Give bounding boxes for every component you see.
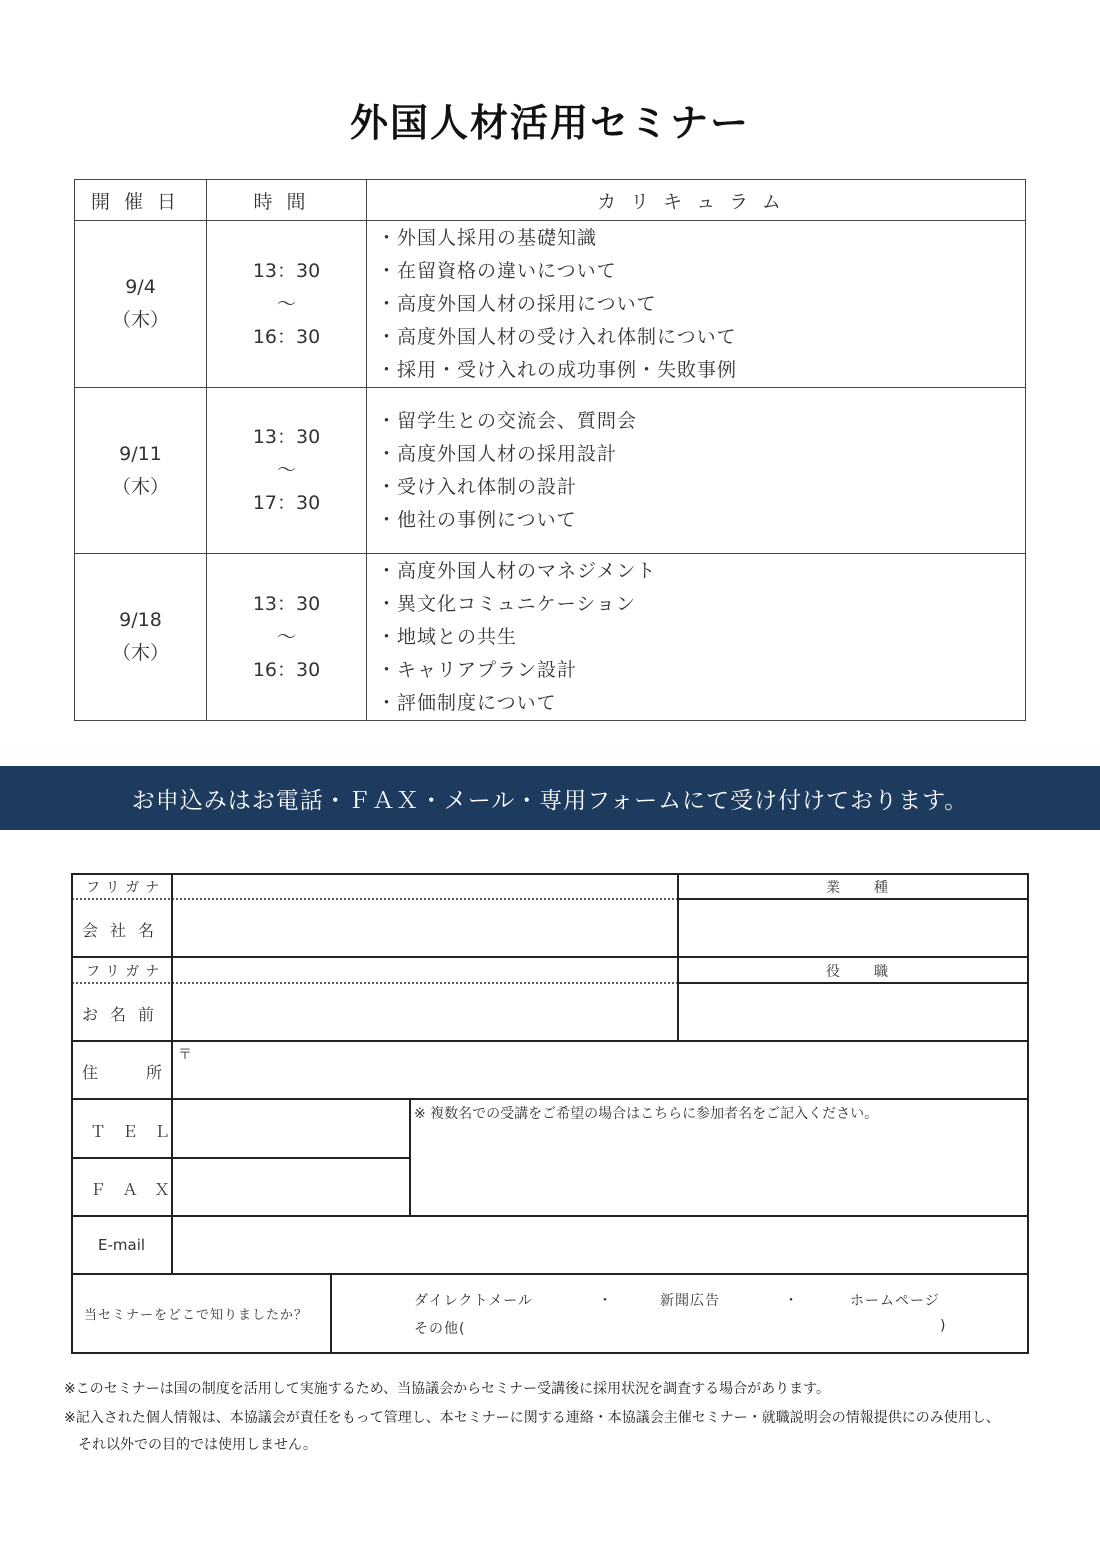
curriculum-cell [367,388,1026,554]
schedule-row [75,554,1026,721]
source-separator: ・ [784,1293,798,1309]
session-end: 16：30 [252,325,321,348]
curriculum-cell [367,221,1026,388]
fax-field[interactable] [174,1160,408,1214]
company-label: 会社名 [82,921,167,940]
session-time-cell [207,221,367,388]
session-sep: ～ [276,625,296,648]
session-date-cell [75,388,207,554]
session-time-cell [207,554,367,721]
furigana-label: フリガナ [86,880,166,896]
source-option-homepage[interactable]: ホームページ [850,1293,940,1309]
session-weekday: （木） [111,309,169,331]
fax-label: ＦＡＸ [90,1180,187,1199]
session-date: 9/11 [119,442,162,465]
curriculum-item: ・キャリアプラン設計 [377,658,578,681]
source-question: 当セミナーをどこで知りましたか？ [84,1308,309,1323]
session-weekday: （木） [111,475,169,498]
schedule-table [74,179,1026,721]
schedule-header-row [75,180,1026,221]
curriculum-item: ・異文化コミュニケーション [377,592,636,615]
session-sep: ～ [276,459,296,481]
schedule-row [75,221,1026,388]
address-label: 住所 [82,1063,211,1082]
session-date-cell [75,221,207,388]
furigana-label: フリガナ [86,964,166,980]
header-curriculum: カリキュラム [367,180,1026,221]
source-option-newspaper[interactable]: 新聞広告 [660,1293,720,1309]
session-weekday: （木） [111,642,169,664]
note-privacy: ※記入された個人情報は、本協議会が責任をもって管理し、本セミナーに関する連絡・本協議会主催セミナー・就職説明会の情報提供にのみ使用し、 [64,1410,1000,1426]
name-furigana-field[interactable] [174,959,676,981]
session-start: 13：30 [252,592,321,615]
company-furigana-field[interactable] [174,876,676,898]
multi-participant-note: ※ 複数名での受講をご希望の場合はこちらに参加者名をご記入ください。 [414,1106,879,1122]
application-banner: お申込みはお電話・ＦＡＸ・メール・専用フォームにて受け付けております。 [0,766,1100,830]
tel-label: ＴＥＬ [90,1122,187,1141]
name-field[interactable] [174,985,676,1039]
session-end: 17：30 [252,492,321,514]
industry-field[interactable] [680,901,1026,955]
postal-mark: 〒 [178,1047,192,1063]
header-time: 時間 [207,180,367,221]
curriculum-item: ・留学生との交流会、質問会 [377,409,638,432]
note-privacy-cont: それ以外での目的では使用しません。 [78,1437,317,1453]
session-date: 9/18 [119,609,162,631]
schedule-row [75,388,1026,554]
curriculum-item: ・他社の事例について [377,508,577,531]
curriculum-item: ・受け入れ体制の設計 [377,475,578,498]
session-date: 9/4 [125,276,156,298]
curriculum-item: ・高度外国人材の採用設計 [377,442,618,465]
email-field[interactable] [174,1218,1026,1272]
session-end: 16：30 [252,658,321,681]
session-start: 13：30 [252,426,321,448]
tel-field[interactable] [174,1101,408,1156]
name-label: お名前 [82,1005,167,1024]
header-date: 開催日 [75,180,207,221]
note-survey: ※このセミナーは国の制度を活用して実施するため、当協議会からセミナー受講後に採用状況を調査する場合があります。 [64,1381,831,1397]
company-name-field[interactable] [174,901,676,955]
source-other-close: ) [940,1318,946,1334]
curriculum-list [377,555,1025,720]
curriculum-list [377,222,1025,387]
session-start: 13：30 [252,259,321,282]
source-option-other[interactable]: その他( [414,1321,466,1337]
curriculum-item: ・採用・受け入れの成功事例・失敗事例 [377,358,738,381]
position-field[interactable] [680,985,1026,1039]
email-label: E-mail [98,1236,146,1254]
curriculum-item: ・在留資格の違いについて [377,259,617,282]
session-date-cell [75,554,207,721]
industry-label: 業種 [826,880,922,896]
curriculum-item: ・高度外国人材の採用について [377,292,657,315]
page-title: 外国人材活用セミナー [349,101,750,145]
source-separator: ・ [598,1293,612,1309]
address-field[interactable] [174,1043,1026,1097]
session-sep: ～ [276,292,296,315]
curriculum-item: ・評価制度について [377,691,557,714]
curriculum-item: ・地域との共生 [377,625,518,648]
curriculum-item: ・高度外国人材の受け入れ体制について [377,325,737,348]
curriculum-item: ・外国人採用の基礎知識 [377,226,598,249]
curriculum-list [377,405,1025,537]
session-time-cell [207,388,367,554]
position-label: 役職 [826,964,922,980]
curriculum-item: ・高度外国人材のマネジメント [377,559,657,582]
participants-field[interactable] [412,1124,1026,1214]
curriculum-cell [367,554,1026,721]
source-option-dm[interactable]: ダイレクトメール [414,1293,534,1309]
